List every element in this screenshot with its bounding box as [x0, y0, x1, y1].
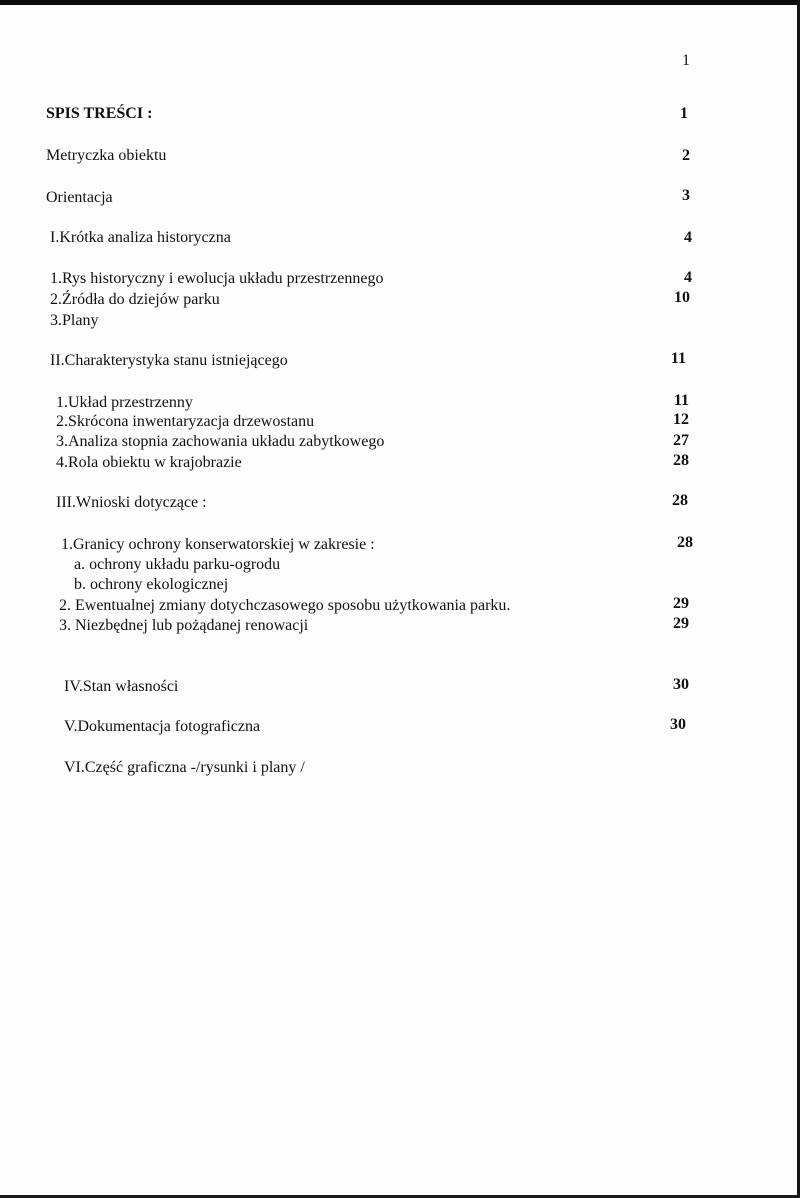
toc-entry-page: 4	[684, 229, 692, 246]
toc-entry-page: 30	[670, 716, 686, 733]
toc-title-page: 1	[680, 105, 688, 122]
toc-entry-label: 1.Rys historyczny i ewolucja układu przestrzennego	[50, 270, 384, 287]
toc-entry-label: II.Charakterystyka stanu istniejącego	[50, 352, 288, 369]
toc-entry-label: 2. Ewentualnej zmiany dotychczasowego sposobu użytkowania parku.	[59, 597, 511, 614]
toc-entry-label: 3. Niezbędnej lub pożądanej renowacji	[59, 617, 309, 634]
toc-title: SPIS TREŚCI :	[46, 105, 153, 122]
toc-entry-label: 1.Granicy ochrony konserwatorskiej w zakresie :	[61, 536, 375, 553]
toc-entry-page: 12	[673, 411, 689, 428]
toc-entry-page: 29	[673, 615, 689, 632]
toc-entry-page: 4	[684, 269, 692, 286]
page-number: 1	[682, 52, 690, 69]
toc-entry-page: 29	[673, 595, 689, 612]
toc-entry-page: 28	[677, 534, 693, 551]
toc-entry-page: 10	[674, 289, 690, 306]
toc-entry-label: V.Dokumentacja fotograficzna	[64, 718, 261, 735]
toc-entry-label: a. ochrony układu parku-ogrodu	[74, 556, 281, 573]
toc-entry-label: 3.Analiza stopnia zachowania układu zabytkowego	[56, 433, 385, 450]
toc-entry-page: 2	[682, 147, 690, 164]
toc-entry-page: 28	[672, 492, 688, 509]
toc-entry-label: 2.Skrócona inwentaryzacja drzewostanu	[56, 413, 315, 430]
toc-entry-label: III.Wnioski dotyczące :	[56, 494, 207, 511]
toc-entry-page: 3	[682, 187, 690, 204]
toc-entry-label: Orientacja	[46, 189, 113, 206]
toc-entry-label: 4.Rola obiektu w krajobrazie	[56, 454, 242, 471]
toc-entry-page: 28	[673, 452, 689, 469]
toc-entry-label: 3.Plany	[50, 312, 99, 329]
toc-entry-page: 30	[673, 676, 689, 693]
toc-entry-label: Metryczka obiektu	[46, 147, 167, 164]
scan-edge-top	[0, 0, 800, 5]
toc-entry-label: IV.Stan własności	[64, 678, 179, 695]
toc-entry-label: I.Krótka analiza historyczna	[50, 229, 231, 246]
toc-entry-page: 11	[673, 392, 689, 409]
toc-entry-label: 1.Układ przestrzenny	[56, 394, 193, 411]
toc-entry-label: b. ochrony ekologicznej	[74, 576, 229, 593]
toc-entry-label: VI.Część graficzna -/rysunki i plany /	[64, 759, 305, 776]
toc-entry-label: 2.Źródła do dziejów parku	[50, 291, 220, 308]
toc-entry-page: 27	[673, 432, 689, 449]
toc-entry-page: 11	[670, 350, 686, 367]
